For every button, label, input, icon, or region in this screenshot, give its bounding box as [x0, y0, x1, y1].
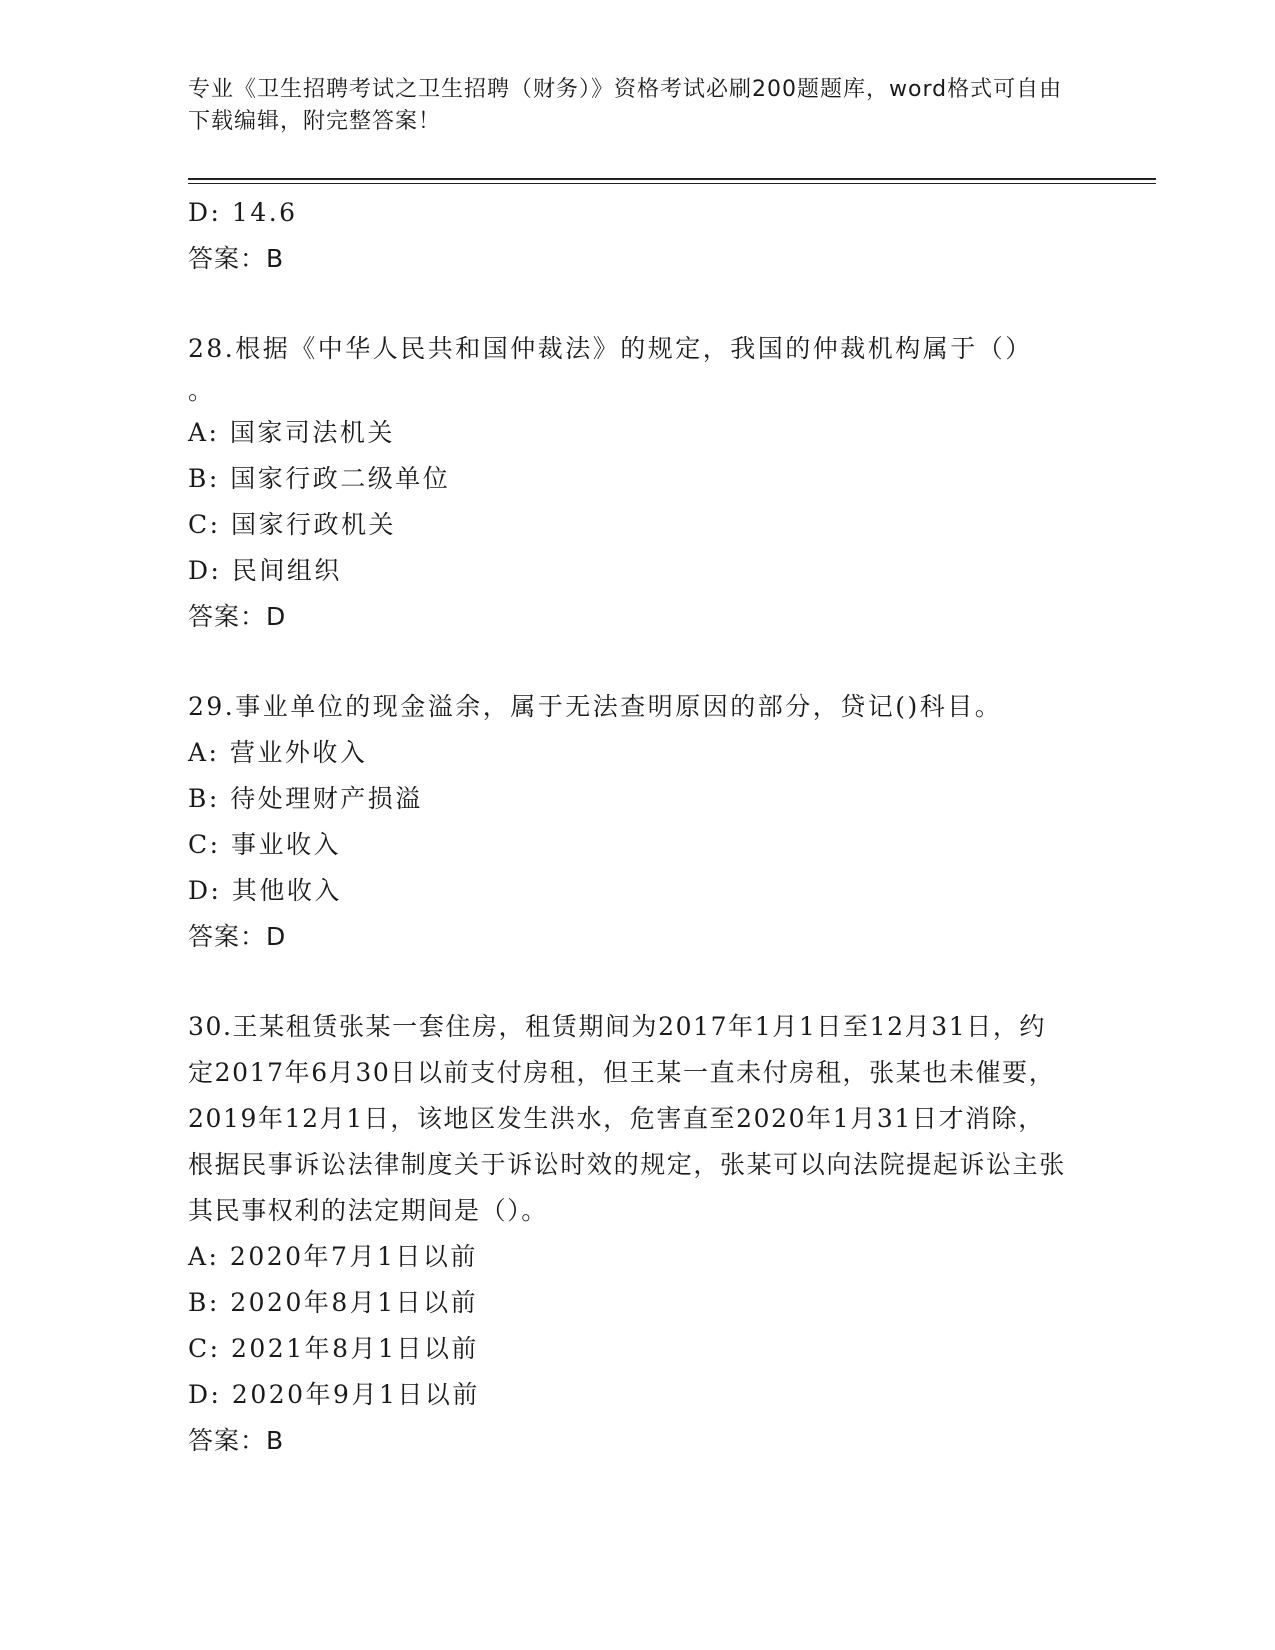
document-header: 专业《卫生招聘考试之卫生招聘（财务）》资格考试必刷200题题库，word格式可自由下载编辑，附完整答案！ [188, 77, 1063, 134]
header-divider-thin [188, 183, 1156, 184]
answer-line: 答案：D [188, 922, 287, 951]
option-d: D: 14.6 [188, 198, 298, 227]
option-b: B: 2020年8月1日以前 [188, 1288, 479, 1317]
option-c: C: 事业收入 [188, 830, 341, 859]
option-d: D: 民间组织 [188, 556, 342, 585]
question-28 [188, 326, 1068, 640]
question-stem: 29.事业单位的现金溢余，属于无法查明原因的部分，贷记()科目。 [188, 692, 1003, 721]
option-b: B: 待处理财产损溢 [188, 784, 423, 813]
answer-line: 答案：B [188, 1426, 285, 1455]
option-d: D: 2020年9月1日以前 [188, 1380, 480, 1409]
question-stem-tail: 。 [188, 376, 214, 405]
option-b: B: 国家行政二级单位 [188, 464, 451, 493]
question-29 [188, 684, 1068, 960]
answer-line: 答案：D [188, 602, 287, 631]
option-a: A: 国家司法机关 [188, 418, 395, 447]
option-a: A: 营业外收入 [188, 738, 368, 767]
answer-line: 答案：B [188, 244, 285, 273]
question-30 [188, 1004, 1068, 1464]
option-c: C: 2021年8月1日以前 [188, 1334, 479, 1363]
question-content [188, 190, 1068, 1464]
option-d: D: 其他收入 [188, 876, 342, 905]
question-27-tail [188, 190, 1068, 282]
question-stem: 28.根据《中华人民共和国仲裁法》的规定，我国的仲裁机构属于（） [188, 334, 1033, 363]
option-c: C: 国家行政机关 [188, 510, 396, 539]
question-stem: 30.王某租赁张某一套住房，租赁期间为2017年1月1日至12月31日，约定2017年6月30日以前支付房租，但王某一直未付房租，张某也未催要，2019年12月1日，该地区发生洪水，危害直至2020年1月31日才消除，根据民事诉讼法律制度关于诉讼时效的规定，张某可以向法院提起诉讼主张其民事权利的法定期间是（）。 [188, 1012, 1066, 1225]
option-a: A: 2020年7月1日以前 [188, 1242, 478, 1271]
header-divider-thick [188, 178, 1156, 180]
